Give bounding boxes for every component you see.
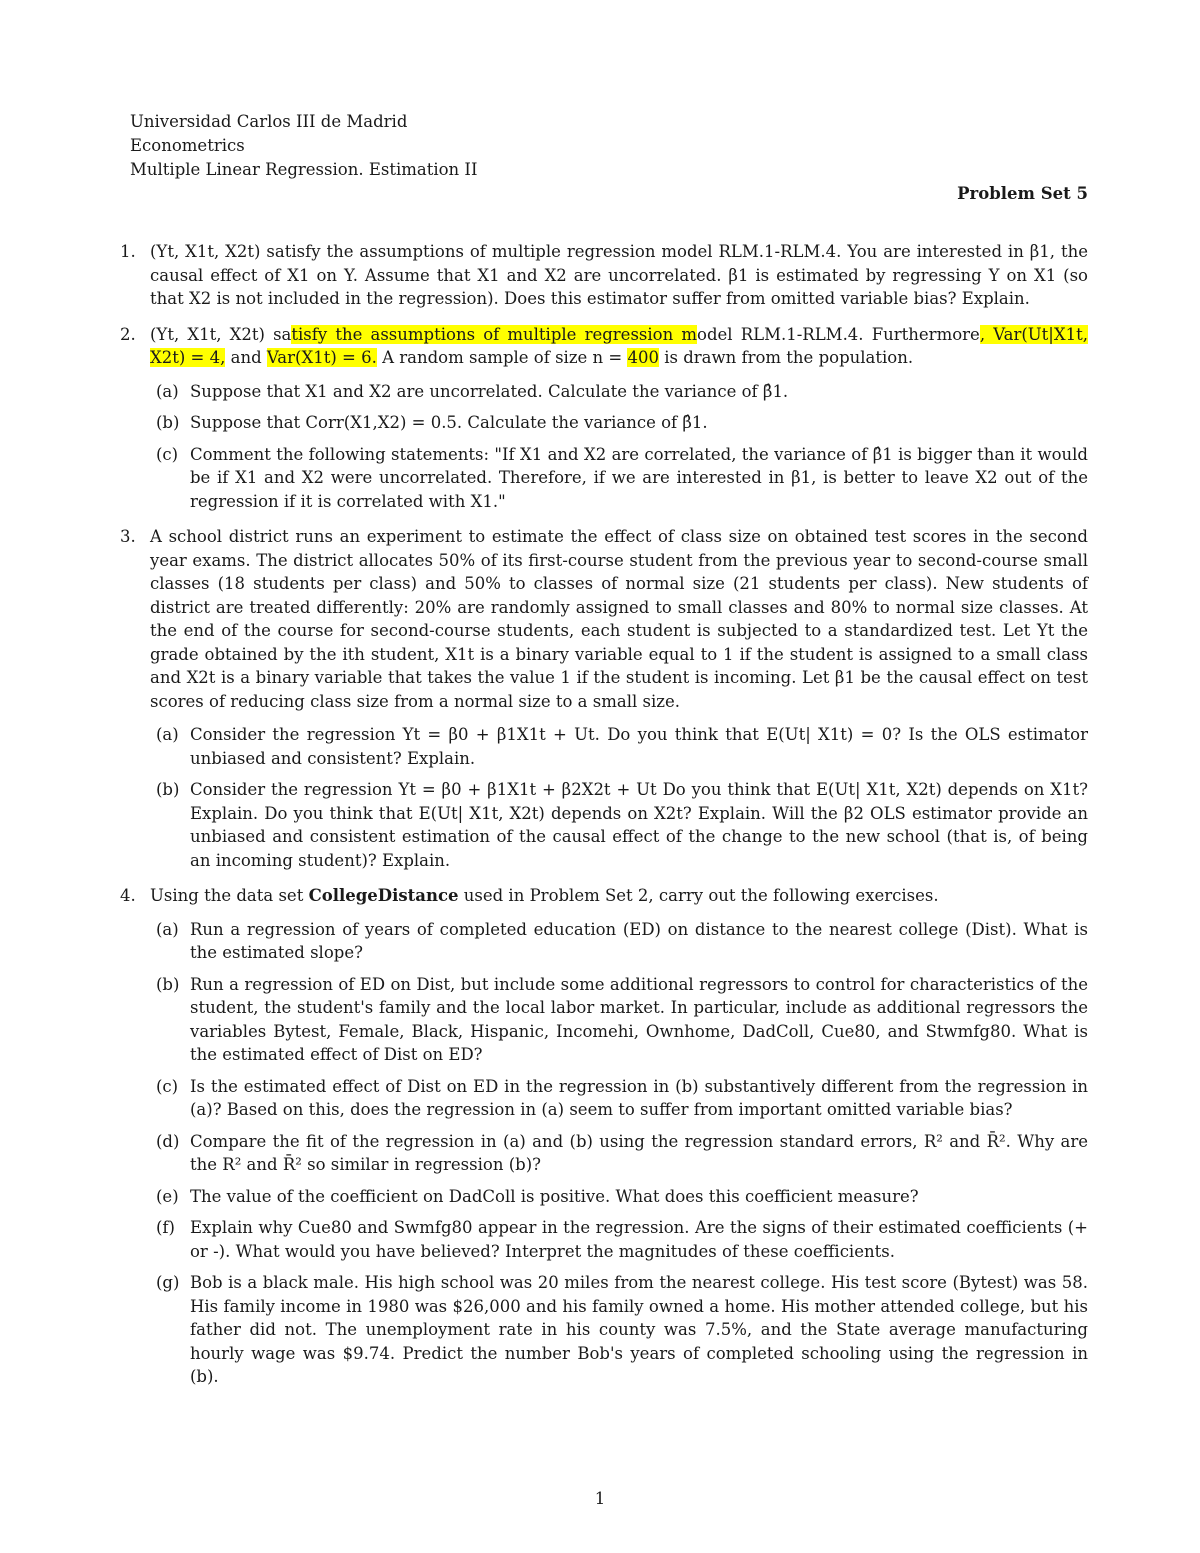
problem-text-part: odel RLM.1-RLM.4. Furthermore	[697, 324, 980, 344]
problem-text-part: and	[225, 348, 267, 367]
subquestion-label: (g)	[156, 1273, 180, 1292]
problem-text-part: Using the data set	[150, 886, 309, 905]
subquestion-label: (c)	[156, 1076, 179, 1096]
problem-number: 1.	[120, 242, 136, 261]
subquestion	[150, 723, 1088, 770]
subquestion	[150, 1075, 1088, 1122]
subquestion-text: Is the estimated effect of Dist on ED in the regression in (b) substantively different from the regression in (a)? Based on this, does the regression in (a) seem to suffer from important omitted variable bias?	[190, 1076, 1088, 1119]
subquestion-label: (b)	[156, 780, 180, 799]
topic-name: Multiple Linear Regression. Estimation II	[130, 160, 478, 179]
subquestion	[150, 1130, 1088, 1177]
problem-number: 2.	[120, 324, 136, 344]
subquestion-text: Run a regression of ED on Dist, but include some additional regressors to control for characteristics of the student, the student's family and the local labor market. In particular, include as additional regressors the variables Bytest, Female, Black, Hispanic, Incomehi, Ownhome, DadColl, Cue80, and Stwmfg80. What is the estimated effect of Dist on ED?	[190, 974, 1088, 1064]
problem-3	[120, 525, 1088, 872]
subquestion-label: (d)	[156, 1131, 180, 1151]
problem-text-part: is drawn from the population.	[658, 348, 914, 367]
subquestion-text: Compare the fit of the regression in (a) and (b) using the regression standard errors, R² and R̄². Why are the R² and R̄² so similar in regression (b)?	[190, 1131, 1088, 1174]
subquestion	[150, 443, 1088, 514]
page-number: 1	[594, 1489, 606, 1508]
university-name: Universidad Carlos III de Madrid	[130, 112, 408, 131]
subquestion-list	[150, 723, 1088, 872]
subquestion-list	[150, 380, 1088, 514]
subquestion-text: Explain why Cue80 and Swmfg80 appear in the regression. Are the signs of their estimated coefficients (+ or -). What would you have believed? Interpret the magnitudes of these coefficients.	[190, 1218, 1088, 1261]
problem-text: A school district runs an experiment to estimate the effect of class size on obtained test scores in the second year exams. The district allocates 50% of its first-course student from the previous year to second-course small classes (18 students per class) and 50% to classes of normal size (21 students per class). New students of district are treated differently: 20% are randomly assigned to small classes and 80% to normal size classes. At the end of the course for second-course students, each student is subjected to a standardized test. Let Yt the grade obtained by the ith student, X1t is a binary variable equal to 1 if the student is assigned to a small class and X2t is a binary variable that takes the value 1 if the student is incoming. Let β1 be the causal effect on test scores of reducing class size from a normal size to a small size.	[150, 527, 1088, 711]
problem-text-part: A random sample of size n =	[376, 348, 628, 367]
problem-list	[120, 240, 1088, 1401]
subquestion-label: (b)	[156, 974, 180, 994]
highlighted-text: 400	[627, 348, 659, 367]
highlighted-text: , Var(Ut|X1t, X2t) = 4,	[150, 324, 1088, 367]
subquestion	[150, 918, 1088, 965]
problem-set-title: Problem Set 5	[957, 184, 1088, 203]
subquestion-text: Run a regression of years of completed education (ED) on distance to the nearest college (Dist). What is the estimated slope?	[190, 919, 1088, 962]
dataset-name: CollegeDistance	[308, 886, 459, 905]
subquestion-text: Suppose that Corr(X1,X2) = 0.5. Calculate the variance of β̂1.	[190, 413, 708, 432]
course-name: Econometrics	[130, 136, 245, 155]
problem-text: (Yt, X1t, X2t) satisfy the assumptions of multiple regression model RLM.1-RLM.4. You are interested in β1, the causal effect of X1 on Y. Assume that X1 and X2 are uncorrelated. β1 is estimated by regressing Y on X1 (so that X2 is not included in the regression). Does this estimator suffer from omitted variable bias? Explain.	[150, 242, 1088, 308]
subquestion-label: (a)	[156, 381, 179, 401]
document-header	[130, 110, 1090, 182]
subquestion-text: Consider the regression Yt = β0 + β1X1t + Ut. Do you think that E(Ut| X1t) = 0? Is the OLS estimator unbiased and consistent? Explain.	[190, 725, 1088, 768]
subquestion-text: Bob is a black male. His high school was 20 miles from the nearest college. His test score (Bytest) was 58. His family income in 1980 was $26,000 and his family owned a home. His mother attended college, but his father did not. The unemployment rate in his county was 7.5%, and the State average manufacturing hourly wage was $9.74. Predict the number Bob's years of completed schooling using the regression in (b).	[190, 1273, 1088, 1386]
subquestion-text: The value of the coefficient on DadColl is positive. What does this coefficient measure?	[190, 1186, 919, 1206]
subquestion	[150, 380, 1088, 404]
subquestion	[150, 411, 1088, 435]
problem-text-part: (Yt, X1t, X2t) sa	[150, 324, 292, 344]
problem-number: 3.	[120, 527, 136, 546]
problem-1	[120, 240, 1088, 311]
subquestion	[150, 1271, 1088, 1389]
subquestion	[150, 973, 1088, 1067]
subquestion-label: (b)	[156, 413, 180, 432]
subquestion	[150, 1216, 1088, 1263]
problem-4	[120, 884, 1088, 1389]
subquestion-label: (a)	[156, 919, 179, 939]
highlighted-text: Var(X1t) = 6.	[266, 348, 377, 367]
subquestion-label: (a)	[156, 725, 179, 744]
subquestion-label: (c)	[156, 444, 179, 464]
highlighted-text: tisfy the assumptions of multiple regression m	[291, 324, 698, 344]
subquestion-text: Consider the regression Yt = β0 + β1X1t + β2X2t + Ut Do you think that E(Ut| X1t, X2t) depends on X1t? Explain. Do you think that E(Ut| X1t, X2t) depends on X2t? Explain. Will the β2 OLS estimator provide an unbiased and consistent estimation of the causal effect of the change to the new school (that is, of being an incoming student)? Explain.	[190, 780, 1088, 870]
subquestion-label: (f)	[156, 1218, 175, 1237]
subquestion-list	[150, 918, 1088, 1389]
subquestion	[150, 1185, 1088, 1209]
subquestion-label: (e)	[156, 1186, 179, 1206]
subquestion-text: Suppose that X1 and X2 are uncorrelated. Calculate the variance of β̂1.	[190, 381, 789, 401]
problem-2	[120, 323, 1088, 514]
problem-number: 4.	[120, 886, 136, 905]
subquestion	[150, 778, 1088, 872]
problem-text-part: used in Problem Set 2, carry out the following exercises.	[458, 886, 939, 905]
subquestion-text: Comment the following statements: "If X1 and X2 are correlated, the variance of β̂1 is bigger than it would be if X1 and X2 were uncorrelated. Therefore, if we are interested in β1, is better to leave X2 out of the regression if it is correlated with X1."	[190, 444, 1088, 511]
